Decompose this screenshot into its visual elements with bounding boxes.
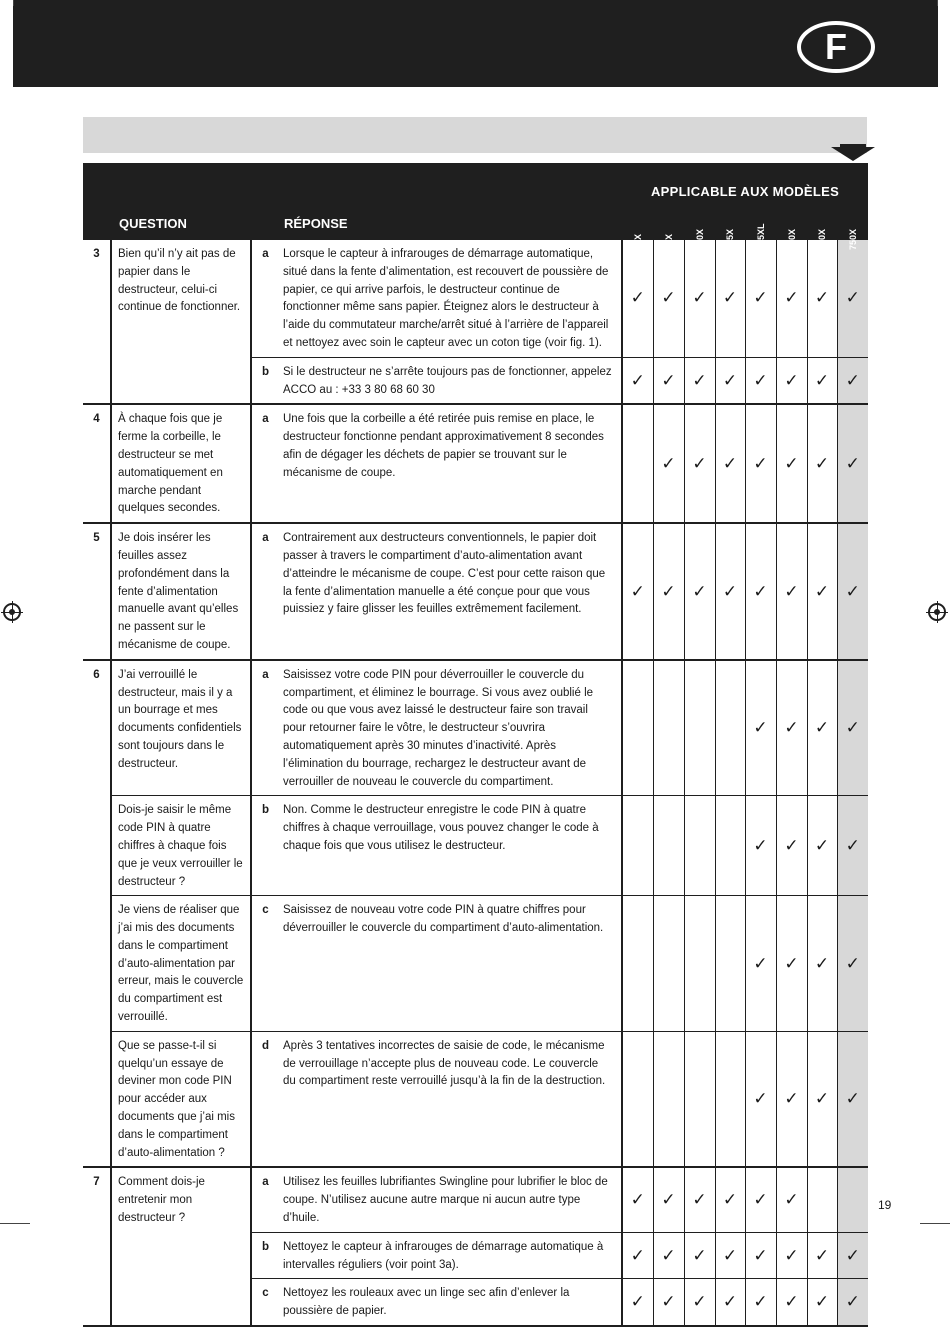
question-text: Bien qu’il n’y ait pas de papier dans le destructeur, celui-ci continue de fonctionner. xyxy=(111,240,251,404)
answer-letter: a xyxy=(251,404,279,523)
check-mark-icon: ✓ xyxy=(745,896,776,1032)
question-column-header: QUESTION xyxy=(83,199,251,240)
check-mark-icon: ✓ xyxy=(622,1232,653,1279)
check-mark-icon: ✓ xyxy=(776,404,807,523)
check-mark-icon: ✓ xyxy=(745,1031,776,1167)
answer-letter: b xyxy=(251,357,279,404)
empty-cell xyxy=(653,660,684,796)
header-spacer xyxy=(83,163,622,199)
empty-cell xyxy=(622,1031,653,1167)
check-mark-icon: ✓ xyxy=(715,523,745,660)
table-row xyxy=(83,523,868,660)
empty-cell xyxy=(684,1031,715,1167)
answer-text: Saisissez votre code PIN pour déverrouiller le couvercle du compartiment, et éliminez le bourrage. Si vous avez oublié le code ou que vous avez laissé le destructeur faire son travail pour retourner faire le vôtre, le destructeur s’ouvrira automatiquement après 30 minutes d’inactivité. Après l’élimination du bourrage, rechargez le destructeur avant de verrouiller de nouveau le couvercle du compartiment. xyxy=(279,660,622,796)
check-mark-icon: ✓ xyxy=(837,404,868,523)
check-mark-icon: ✓ xyxy=(653,1167,684,1232)
answer-text: Contrairement aux destructeurs conventionnels, le papier doit passer à travers le compartiment d’auto-alimentation avant d’atteindre le mécanisme de coupe. C’est pour cette raison que la fente d’alimentation manuelle a été conçue pour que vous puissiez y faire glisser les feuilles extrêmement facilement. xyxy=(279,523,622,660)
check-mark-icon: ✓ xyxy=(776,523,807,660)
check-mark-icon: ✓ xyxy=(807,896,837,1032)
check-mark-icon: ✓ xyxy=(807,357,837,404)
check-mark-icon: ✓ xyxy=(622,357,653,404)
answer-column-header: RÉPONSE xyxy=(251,199,622,240)
check-mark-icon: ✓ xyxy=(776,240,807,357)
question-text: À chaque fois que je ferme la corbeille, le destructeur se met automatiquement en marche pendant quelques secondes. xyxy=(111,404,251,523)
check-mark-icon: ✓ xyxy=(653,240,684,357)
check-mark-icon: ✓ xyxy=(745,1279,776,1326)
check-mark-icon: ✓ xyxy=(807,1279,837,1326)
check-mark-icon: ✓ xyxy=(653,1232,684,1279)
answer-text: Après 3 tentatives incorrectes de saisie de code, le mécanisme de verrouillage n’accepte plus de nouveau code. Le couvercle du compartiment reste verrouillé jusqu’à la fin de la destruction. xyxy=(279,1031,622,1167)
check-mark-icon: ✓ xyxy=(653,404,684,523)
model-header: 175X xyxy=(715,199,745,240)
check-mark-icon: ✓ xyxy=(776,796,807,896)
question-text: Que se passe-t-il si quelqu’un essaye de deviner mon code PIN pour accéder aux documents que j’ai mis dans le compartiment d’auto-alimentation ? xyxy=(111,1031,251,1167)
check-mark-icon: ✓ xyxy=(684,404,715,523)
empty-cell xyxy=(622,896,653,1032)
check-mark-icon: ✓ xyxy=(776,1279,807,1326)
check-mark-icon: ✓ xyxy=(837,523,868,660)
table-row xyxy=(83,796,868,896)
empty-cell xyxy=(715,896,745,1032)
answer-text: Une fois que la corbeille a été retirée puis remise en place, le destructeur fonctionne pendant approximativement 8 secondes afin de dégager les déchets de papier se trouvant sur le mécanisme de coupe. xyxy=(279,404,622,523)
check-mark-icon: ✓ xyxy=(807,1232,837,1279)
model-header: 750X xyxy=(837,199,868,240)
check-mark-icon: ✓ xyxy=(807,796,837,896)
check-mark-icon: ✓ xyxy=(715,357,745,404)
answer-letter: a xyxy=(251,240,279,357)
check-mark-icon: ✓ xyxy=(622,1167,653,1232)
check-mark-icon: ✓ xyxy=(684,1279,715,1326)
model-header: 80X xyxy=(653,199,684,240)
empty-cell xyxy=(715,796,745,896)
check-mark-icon: ✓ xyxy=(776,357,807,404)
check-mark-icon: ✓ xyxy=(776,1031,807,1167)
model-header: 100X xyxy=(684,199,715,240)
answer-letter: a xyxy=(251,523,279,660)
empty-cell xyxy=(715,660,745,796)
question-text: J’ai verrouillé le destructeur, mais il y a un bourrage et mes documents confidentiels sont toujours dans le destructeur. xyxy=(111,660,251,796)
answer-letter: a xyxy=(251,660,279,796)
question-text: Comment dois-je entretenir mon destructeur ? xyxy=(111,1167,251,1326)
check-mark-icon: ✓ xyxy=(837,1279,868,1326)
check-mark-icon: ✓ xyxy=(837,660,868,796)
empty-cell xyxy=(715,1031,745,1167)
check-mark-icon: ✓ xyxy=(715,1167,745,1232)
crop-mark xyxy=(13,0,14,6)
answer-text: Nettoyez le capteur à infrarouges de démarrage automatique à intervalles réguliers (voir point 3a). xyxy=(279,1232,622,1279)
empty-cell xyxy=(622,404,653,523)
check-mark-icon: ✓ xyxy=(684,1232,715,1279)
empty-cell xyxy=(622,660,653,796)
check-mark-icon: ✓ xyxy=(622,1279,653,1326)
check-mark-icon: ✓ xyxy=(653,523,684,660)
answer-letter: b xyxy=(251,1232,279,1279)
check-mark-icon: ✓ xyxy=(715,404,745,523)
empty-cell xyxy=(684,896,715,1032)
table-row xyxy=(83,404,868,523)
check-mark-icon: ✓ xyxy=(807,660,837,796)
check-mark-icon: ✓ xyxy=(807,404,837,523)
language-badge: F xyxy=(797,21,875,73)
model-header: 175XL xyxy=(745,199,776,240)
answer-text: Nettoyez les rouleaux avec un linge sec afin d’enlever la poussière de papier. xyxy=(279,1279,622,1326)
model-header: 250X xyxy=(776,199,807,240)
empty-cell xyxy=(653,896,684,1032)
page-number: 19 xyxy=(878,1198,892,1212)
check-mark-icon: ✓ xyxy=(715,1279,745,1326)
table-row xyxy=(83,660,868,796)
check-mark-icon: ✓ xyxy=(715,1232,745,1279)
table-row xyxy=(83,1031,868,1167)
check-mark-icon: ✓ xyxy=(745,1167,776,1232)
check-mark-icon: ✓ xyxy=(807,523,837,660)
model-header: 500X xyxy=(807,199,837,240)
question-text: Dois-je saisir le même code PIN à quatre chiffres à chaque fois que je veux verrouiller le destructeur ? xyxy=(111,796,251,896)
arrow-down-icon xyxy=(831,147,875,161)
empty-cell xyxy=(653,796,684,896)
check-mark-icon: ✓ xyxy=(837,796,868,896)
table-row xyxy=(83,240,868,357)
check-mark-icon: ✓ xyxy=(837,1232,868,1279)
empty-cell xyxy=(684,796,715,896)
check-mark-icon: ✓ xyxy=(776,896,807,1032)
question-number: 3 xyxy=(83,240,111,404)
registration-mark-icon xyxy=(928,603,946,621)
registration-mark-icon xyxy=(3,603,21,621)
check-mark-icon: ✓ xyxy=(622,240,653,357)
check-mark-icon: ✓ xyxy=(776,1232,807,1279)
check-mark-icon: ✓ xyxy=(745,523,776,660)
section-title-bar xyxy=(83,117,867,153)
question-text: Je dois insérer les feuilles assez profondément dans la fente d’alimentation manuelle avant qu’elles ne passent sur le mécanisme de coupe. xyxy=(111,523,251,660)
check-mark-icon: ✓ xyxy=(837,240,868,357)
check-mark-icon: ✓ xyxy=(776,660,807,796)
check-mark-icon: ✓ xyxy=(745,660,776,796)
answer-letter: a xyxy=(251,1167,279,1232)
header-bar xyxy=(13,0,938,87)
check-mark-icon: ✓ xyxy=(837,896,868,1032)
check-mark-icon: ✓ xyxy=(684,357,715,404)
check-mark-icon: ✓ xyxy=(745,796,776,896)
check-mark-icon: ✓ xyxy=(745,404,776,523)
question-number: 6 xyxy=(83,660,111,1168)
answer-letter: c xyxy=(251,896,279,1032)
check-mark-icon: ✓ xyxy=(684,1167,715,1232)
check-mark-icon: ✓ xyxy=(653,357,684,404)
check-mark-icon: ✓ xyxy=(776,1167,807,1232)
answer-text: Non. Comme le destructeur enregistre le code PIN à quatre chiffres à chaque verrouillage, vous pouvez changer le code à chaque fois que vous utilisez le destructeur. xyxy=(279,796,622,896)
check-mark-icon: ✓ xyxy=(745,357,776,404)
check-mark-icon: ✓ xyxy=(745,1232,776,1279)
crop-mark xyxy=(937,0,938,6)
empty-cell xyxy=(807,1167,837,1232)
check-mark-icon: ✓ xyxy=(684,523,715,660)
question-number: 4 xyxy=(83,404,111,523)
check-mark-icon: ✓ xyxy=(622,523,653,660)
question-text: Je viens de réaliser que j’ai mis des documents dans le compartiment d’auto-alimentation par erreur, mais le couvercle du compartiment est verrouillé. xyxy=(111,896,251,1032)
check-mark-icon: ✓ xyxy=(837,1031,868,1167)
answer-text: Si le destructeur ne s’arrête toujours pas de fonctionner, appelez ACCO au : +33 3 80 68 60 30 xyxy=(279,357,622,404)
check-mark-icon: ✓ xyxy=(837,357,868,404)
empty-cell xyxy=(653,1031,684,1167)
empty-cell xyxy=(684,660,715,796)
crop-mark xyxy=(920,1223,950,1224)
question-number: 5 xyxy=(83,523,111,660)
question-number: 7 xyxy=(83,1167,111,1326)
answer-text: Saisissez de nouveau votre code PIN à quatre chiffres pour déverrouiller le couvercle du compartiment d’auto-alimentation. xyxy=(279,896,622,1032)
table-row xyxy=(83,1167,868,1232)
crop-mark xyxy=(0,1223,30,1224)
answer-text: Lorsque le capteur à infrarouges de démarrage automatique, situé dans la fente d’alimentation, est recouvert de poussière de papier, ce qui arrive parfois, le destructeur continue de fonctionner même sans papier. Éteignez alors le destructeur à l’aide du commutateur marche/arrêt situé à l’arrière de l’appareil et nettoyez avec soin le capteur avec un coton tige (voir fig. 1). xyxy=(279,240,622,357)
check-mark-icon: ✓ xyxy=(715,240,745,357)
answer-letter: d xyxy=(251,1031,279,1167)
answer-text: Utilisez les feuilles lubrifiantes Swingline pour lubrifier le bloc de coupe. N’utilisez aucune autre marque ni aucun autre type d’huile. xyxy=(279,1167,622,1232)
answer-letter: c xyxy=(251,1279,279,1326)
applicable-models-label: APPLICABLE AUX MODÈLES xyxy=(622,163,868,199)
check-mark-icon: ✓ xyxy=(684,240,715,357)
check-mark-icon: ✓ xyxy=(745,240,776,357)
answer-letter: b xyxy=(251,796,279,896)
check-mark-icon: ✓ xyxy=(807,240,837,357)
check-mark-icon: ✓ xyxy=(807,1031,837,1167)
check-mark-icon: ✓ xyxy=(653,1279,684,1326)
empty-cell xyxy=(837,1167,868,1232)
model-header: 60X xyxy=(622,199,653,240)
table-row xyxy=(83,896,868,1032)
empty-cell xyxy=(622,796,653,896)
troubleshooting-table xyxy=(83,163,868,1327)
